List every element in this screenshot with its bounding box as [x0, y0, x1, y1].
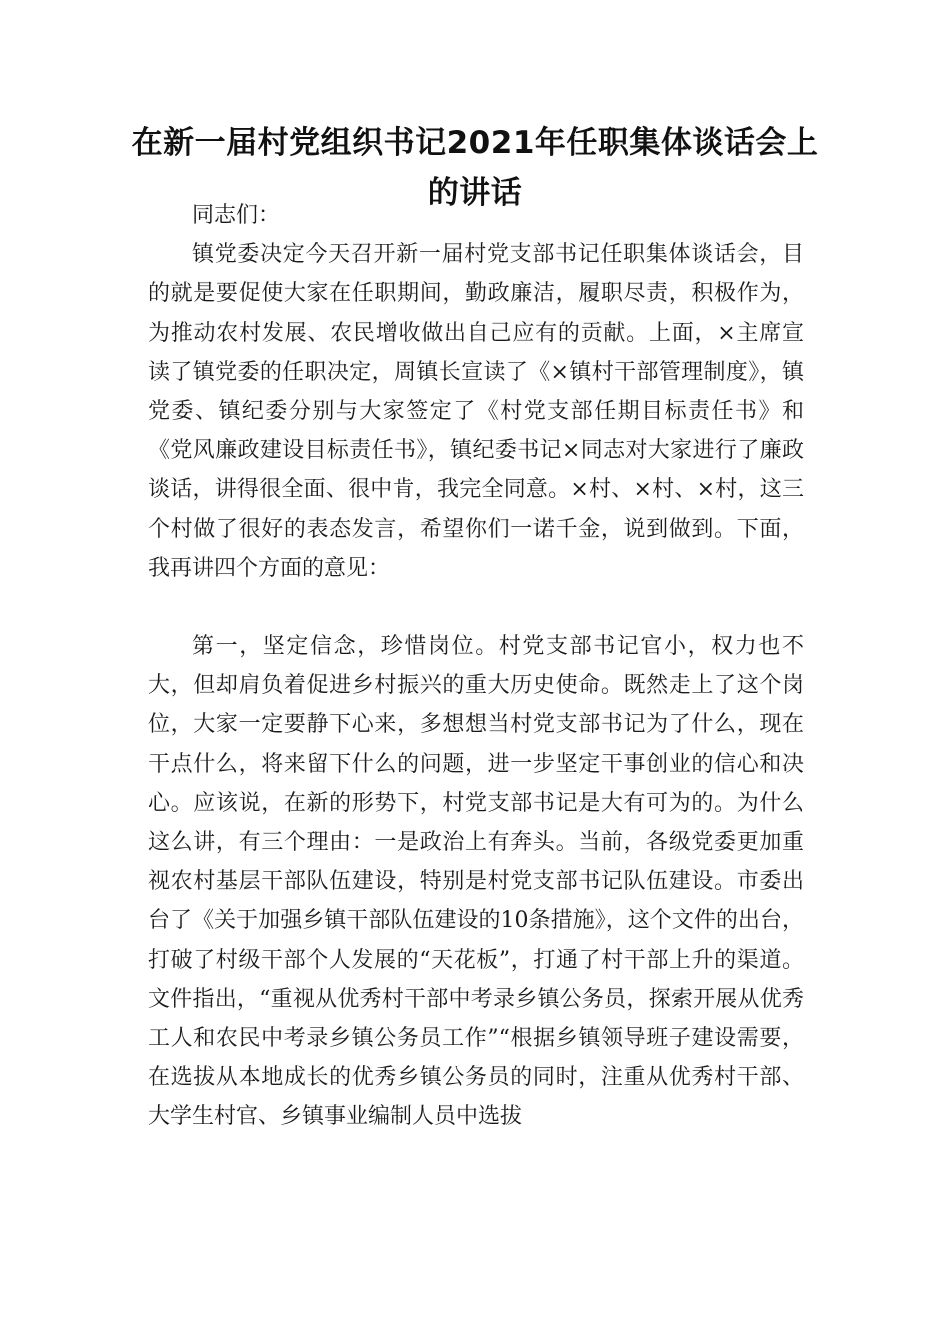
salutation: 同志们：: [192, 203, 281, 228]
document-body: [148, 196, 804, 1137]
paragraph-intro: 镇党委决定今天召开新一届村党支部书记任职集体谈话会，目的就是要促使大家在任职期间，勤政廉洁，履职尽责，积极作为，为推动农村发展、农民增收做出自己应有的贡献。上面，×主席宣读了镇党委的任职决定，周镇长宣读了《×镇村干部管理制度》，镇党委、镇纪委分别与大家签定了《村党支部任期目标责任书》和《党风廉政建设目标责任书》，镇纪委书记×同志对大家进行了廉政谈话，讲得很全面、很中肯，我完全同意。×村、×村、×村，这三个村做了很好的表态发言，希望你们一诺千金，说到做到。下面，我再讲四个方面的意见：: [148, 242, 804, 581]
paragraph-spacer: [148, 588, 804, 627]
document-title: 在新一届村党组织书记2021年任职集体谈话会上的讲话: [131, 125, 819, 211]
paragraph-first-point: 第一，坚定信念，珍惜岗位。村党支部书记官小，权力也不大，但却肩负着促进乡村振兴的重大历史使命。既然走上了这个岗位，大家一定要静下心来，多想想当村党支部书记为了什么，现在干点什么，将来留下什么的问题，进一步坚定干事创业的信心和决心。应该说，在新的形势下，村党支部书记是大有可为的。为什么这么讲，有三个理由：一是政治上有奔头。当前，各级党委更加重视农村基层干部队伍建设，特别是村党支部书记队伍建设。市委出台了《关于加强乡镇干部队伍建设的10条措施》，这个文件的出台，打破了村级干部个人发展的“天花板”，打通了村干部上升的渠道。文件指出，“重视从优秀村干部中考录乡镇公务员，探索开展从优秀工人和农民中考录乡镇公务员工作”“根据乡镇领导班子建设需要，在选拔从本地成长的优秀乡镇公务员的同时，注重从优秀村干部、大学生村官、乡镇事业编制人员中选拔: [148, 634, 804, 1130]
